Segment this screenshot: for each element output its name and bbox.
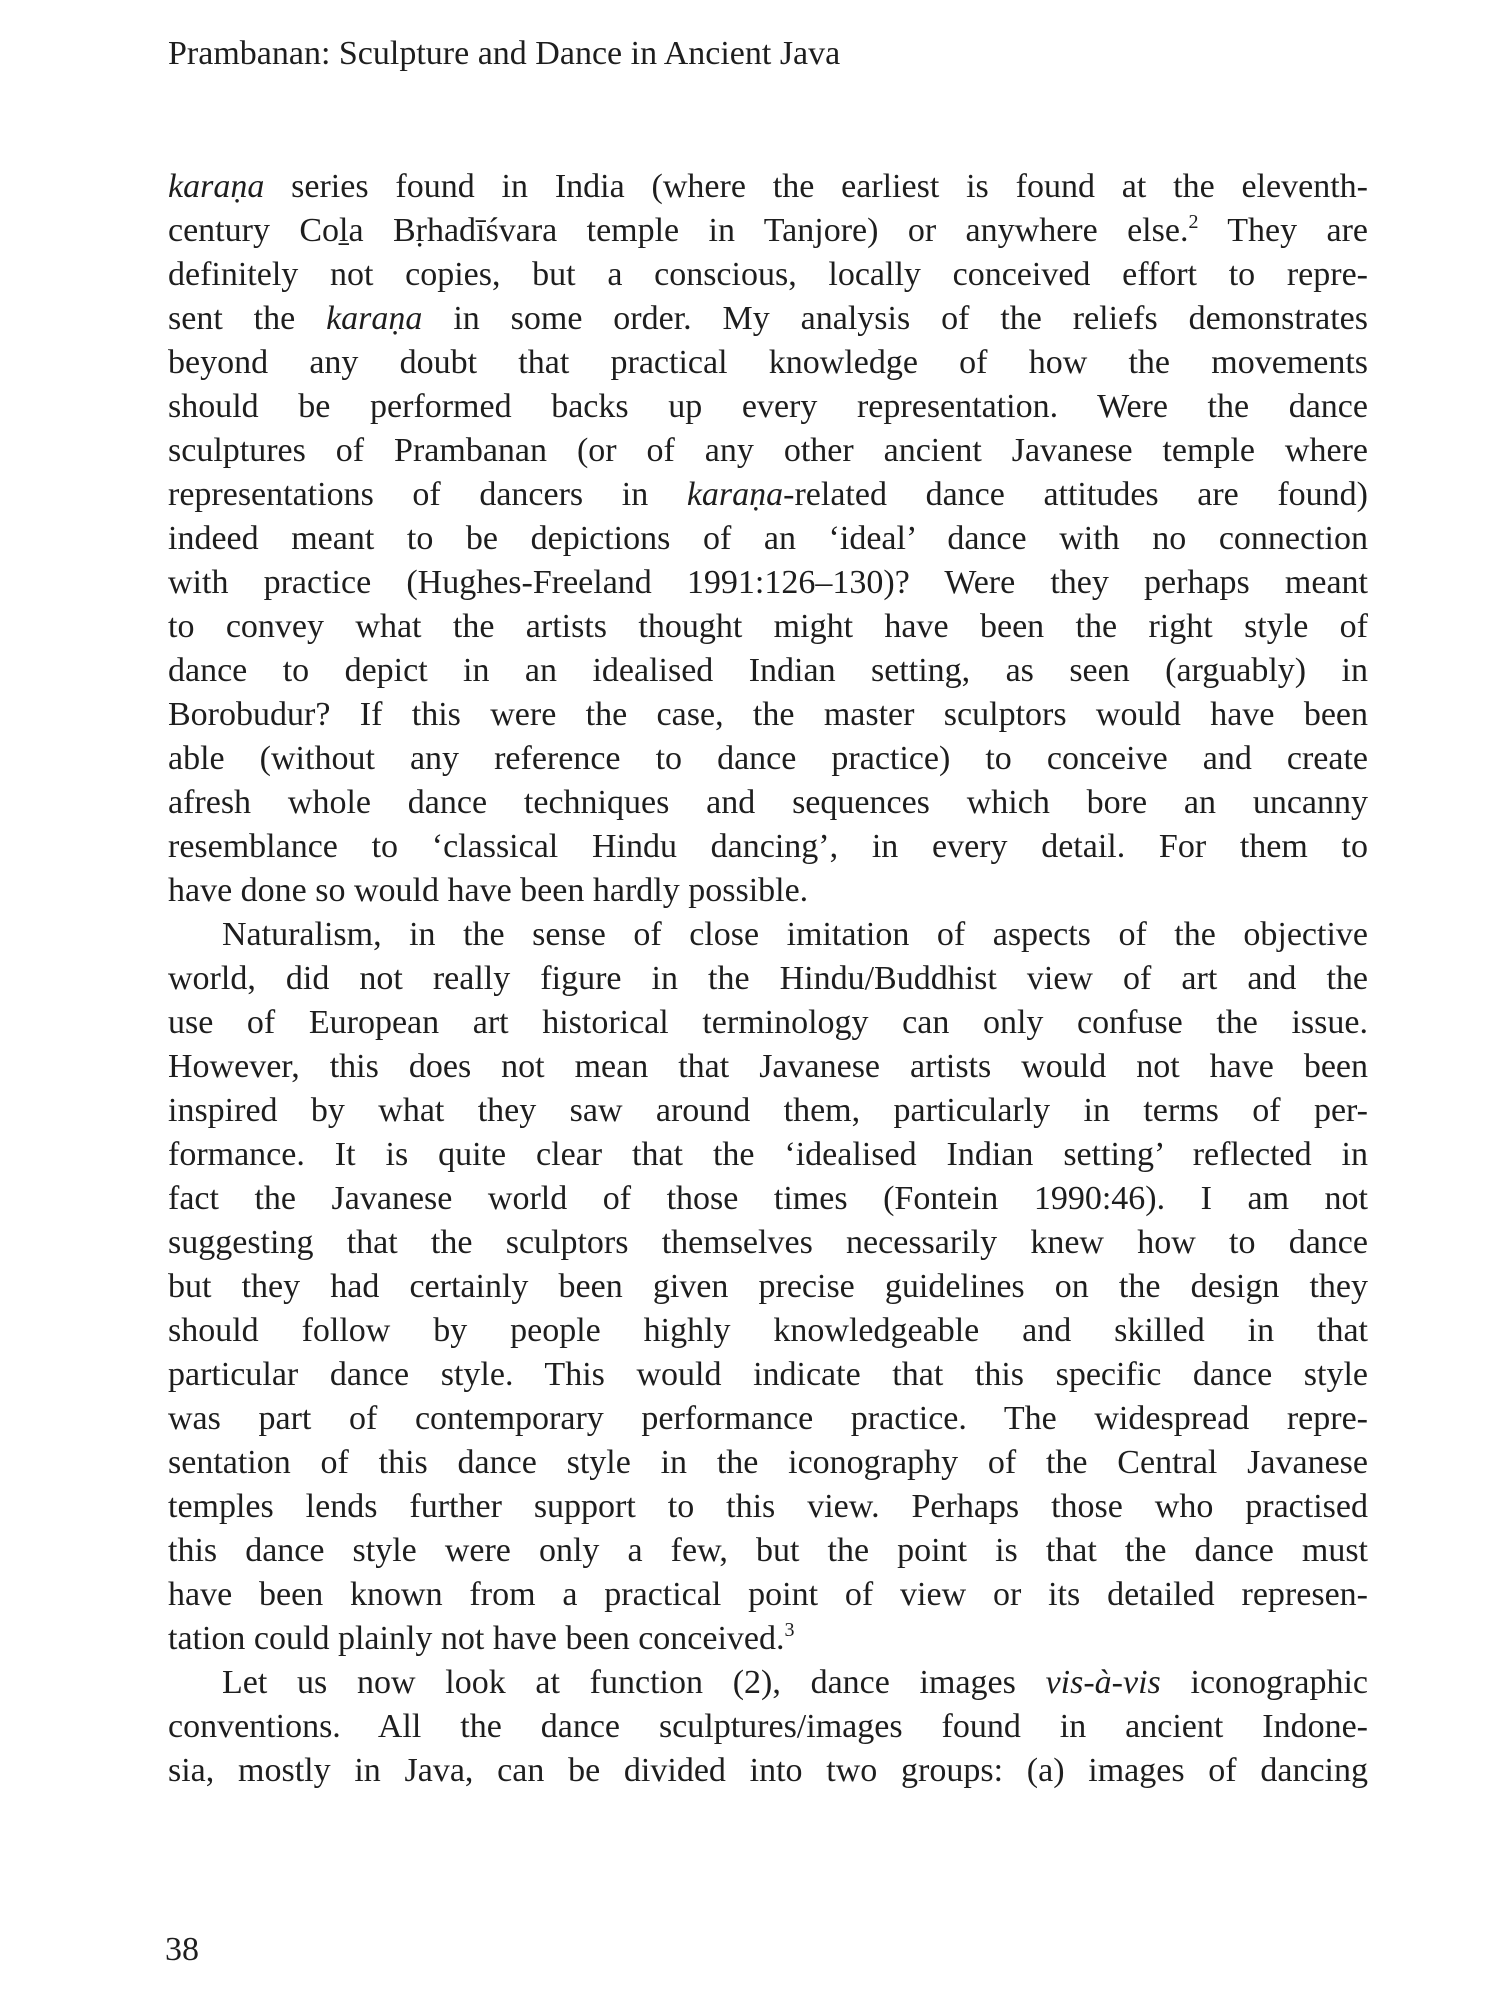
text-line xyxy=(168,561,1368,605)
text-line xyxy=(168,1661,1368,1705)
text-run: iconographic xyxy=(1160,1664,1368,1701)
text-line xyxy=(168,209,1368,253)
page-number: 38 xyxy=(165,1931,199,1968)
text-line xyxy=(168,1353,1368,1397)
text-run: temples lends further support to this view. Perhaps those who practised xyxy=(168,1488,1368,1525)
text-line xyxy=(168,341,1368,385)
text-line xyxy=(168,605,1368,649)
text-run: century Coḻa Bṛhadīśvara temple in Tanjore) or anywhere else. xyxy=(168,212,1189,249)
text-run: beyond any doubt that practical knowledge of how the movements xyxy=(168,344,1368,381)
text-line xyxy=(168,1617,1368,1661)
text-run: in some order. My analysis of the reliefs demonstrates xyxy=(422,300,1368,337)
text-run: use of European art historical terminology can only confuse the issue. xyxy=(168,1004,1368,1041)
text-run: sia, mostly in Java, can be divided into two groups: (a) images of dancing xyxy=(168,1752,1368,1789)
running-head: Prambanan: Sculpture and Dance in Ancient Java xyxy=(168,35,841,72)
text-line xyxy=(168,385,1368,429)
text-line xyxy=(168,913,1368,957)
text-run: resemblance to ‘classical Hindu dancing’, in every detail. For them to xyxy=(168,828,1368,865)
text-line xyxy=(168,649,1368,693)
text-line xyxy=(168,1045,1368,1089)
paragraph xyxy=(168,165,1368,913)
text-run: able (without any reference to dance practice) to conceive and create xyxy=(168,740,1368,777)
text-run: should follow by people highly knowledgeable and skilled in that xyxy=(168,1312,1368,1349)
text-run: have done so would have been hardly possible. xyxy=(168,872,809,909)
text-run: tation could plainly not have been conceived. xyxy=(168,1620,785,1657)
text-run: However, this does not mean that Javanese artists would not have been xyxy=(168,1048,1368,1085)
italic-term: karaṇa xyxy=(686,476,784,513)
text-run: afresh whole dance techniques and sequences which bore an uncanny xyxy=(168,784,1368,821)
text-run: sent the xyxy=(168,300,327,337)
text-run: conventions. All the dance sculptures/images found in ancient Indone- xyxy=(168,1708,1368,1745)
text-line xyxy=(168,693,1368,737)
text-run: have been known from a practical point of view or its detailed represen- xyxy=(168,1576,1368,1613)
text-run: They are xyxy=(1198,212,1368,249)
paragraph xyxy=(168,913,1368,1661)
text-run: definitely not copies, but a conscious, locally conceived effort to repre- xyxy=(168,256,1368,293)
text-line xyxy=(168,1133,1368,1177)
text-line xyxy=(168,429,1368,473)
text-line xyxy=(168,1089,1368,1133)
paragraph xyxy=(168,1661,1368,1793)
text-run: but they had certainly been given precise guidelines on the design they xyxy=(168,1268,1368,1305)
text-line xyxy=(168,165,1368,209)
text-run: Let us now look at function (2), dance images xyxy=(222,1664,1046,1701)
text-line xyxy=(168,473,1368,517)
body-text xyxy=(168,165,1368,1793)
text-line xyxy=(168,1573,1368,1617)
text-line xyxy=(168,1441,1368,1485)
text-line xyxy=(168,253,1368,297)
text-run: this dance style were only a few, but the point is that the dance must xyxy=(168,1532,1368,1569)
text-run: suggesting that the sculptors themselves necessarily knew how to dance xyxy=(168,1224,1368,1261)
text-line xyxy=(168,781,1368,825)
text-run: Borobudur? If this were the case, the master sculptors would have been xyxy=(168,696,1368,733)
text-line xyxy=(168,1309,1368,1353)
text-line xyxy=(168,737,1368,781)
text-run: dance to depict in an idealised Indian setting, as seen (arguably) in xyxy=(168,652,1368,689)
italic-term: karaṇa xyxy=(326,300,423,337)
text-line xyxy=(168,1177,1368,1221)
text-run: series found in India (where the earliest is found at the eleventh- xyxy=(264,168,1368,205)
text-run: formance. It is quite clear that the ‘idealised Indian setting’ reflected in xyxy=(168,1136,1368,1173)
text-run: was part of contemporary performance practice. The widespread repre- xyxy=(168,1400,1368,1437)
italic-term: vis-à-vis xyxy=(1045,1664,1161,1701)
text-run: inspired by what they saw around them, particularly in terms of per- xyxy=(168,1092,1368,1129)
text-line xyxy=(168,957,1368,1001)
text-run: particular dance style. This would indicate that this specific dance style xyxy=(168,1356,1368,1393)
text-line xyxy=(168,1705,1368,1749)
text-line xyxy=(168,517,1368,561)
text-line xyxy=(168,1221,1368,1265)
text-run: -related dance attitudes are found) xyxy=(783,476,1368,513)
text-run: with practice (Hughes-Freeland 1991:126–130)? Were they perhaps meant xyxy=(168,564,1368,601)
text-run: fact the Javanese world of those times (Fontein 1990:46). I am not xyxy=(168,1180,1368,1217)
footnote-reference[interactable]: 3 xyxy=(784,1619,795,1641)
text-run: sculptures of Prambanan (or of any other ancient Javanese temple where xyxy=(168,432,1368,469)
text-line xyxy=(168,1001,1368,1045)
text-line xyxy=(168,1265,1368,1309)
text-run: sentation of this dance style in the iconography of the Central Javanese xyxy=(168,1444,1368,1481)
text-line xyxy=(168,1485,1368,1529)
text-run: indeed meant to be depictions of an ‘ideal’ dance with no connection xyxy=(168,520,1368,557)
italic-term: karaṇa xyxy=(168,168,265,205)
text-run: representations of dancers in xyxy=(168,476,687,513)
text-line xyxy=(168,1397,1368,1441)
text-run: should be performed backs up every representation. Were the dance xyxy=(168,388,1368,425)
text-run: Naturalism, in the sense of close imitation of aspects of the objective xyxy=(222,916,1368,953)
text-line xyxy=(168,297,1368,341)
footnote-reference[interactable]: 2 xyxy=(1188,211,1199,233)
text-line xyxy=(168,1749,1368,1793)
text-line xyxy=(168,869,1368,913)
text-run: to convey what the artists thought might have been the right style of xyxy=(168,608,1368,645)
text-line xyxy=(168,825,1368,869)
text-line xyxy=(168,1529,1368,1573)
text-run: world, did not really figure in the Hindu/Buddhist view of art and the xyxy=(168,960,1368,997)
